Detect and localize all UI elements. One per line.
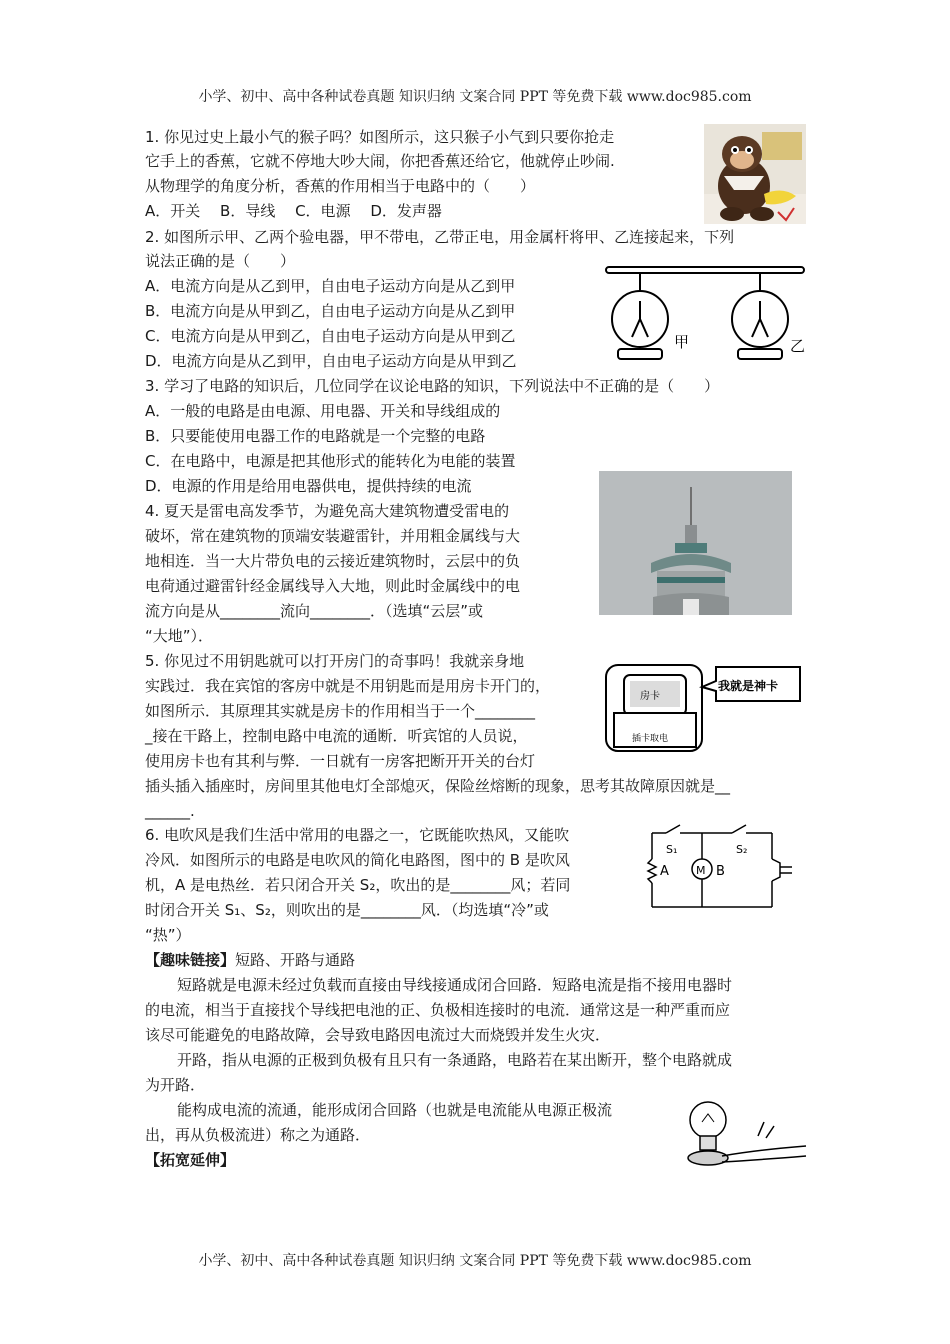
electroscope-left (612, 273, 668, 359)
q2-option-b: B．电流方向是从甲到乙，自由电子运动方向是从乙到甲 (145, 302, 516, 320)
q2-option-c: C．电流方向是从甲到乙，自由电子运动方向是从甲到乙 (145, 327, 516, 345)
q3-option-c: C．在电路中，电源是把其他形式的能转化为电能的装置 (145, 452, 516, 470)
q2-option-d: D．电流方向是从乙到甲，自由电子运动方向是从甲到乙 (145, 352, 517, 370)
q3-option-d: D．电源的作用是给用电器供电，提供持续的电流 (145, 477, 472, 495)
bulb-figure (686, 1096, 810, 1172)
q3-line-1: 3. 学习了电路的知识后，几位同学在议论电路的知识，下列说法中不正确的是（ ） (145, 377, 720, 395)
fun-link-heading (145, 950, 355, 970)
q1-line-3: 从物理学的角度分析，香蕉的作用相当于电路中的（ ） (145, 177, 536, 195)
short-circuit-line-1: 短路就是电源未经过负载而直接由导线接通成闭合回路．短路电流是指不接用电器时 (177, 976, 733, 994)
label-b: B (716, 864, 725, 879)
q4-line-6: “大地”）． (145, 627, 214, 645)
q2-option-a: A．电流方向是从乙到甲，自由电子运动方向是从乙到甲 (145, 277, 516, 295)
q2-line-2: 说法正确的是（ ） (145, 252, 296, 270)
card-label: 房卡 (640, 691, 660, 702)
fun-link-title: 短路、开路与通路 (235, 951, 356, 969)
q4-line-1: 4. 夏天是雷电高发季节，为避免高大建筑物遭受雷电的 (145, 502, 510, 520)
label-s1: S₁ (666, 843, 678, 856)
label-s2: S₂ (736, 843, 748, 856)
q4-line-5: 流方向是从________流向________．（选填“云层”或 (145, 602, 484, 620)
electroscope-figure (604, 259, 808, 367)
q5-line-1: 5. 你见过不用钥匙就可以打开房门的奇事吗！我就亲身地 (145, 652, 525, 670)
room-card-figure (604, 661, 804, 756)
label-motor: M (696, 864, 706, 877)
q6-line-5: “热”） (145, 926, 191, 944)
q6-line-2: 冷风．如图所示的电路是电吹风的简化电路图，图中的 B 是吹风 (145, 851, 570, 869)
label-jia: 甲 (674, 333, 690, 351)
q1-line-2: 它手上的香蕉，它就不停地大吵大闹，你把香蕉还给它，他就停止吵闹. (145, 152, 615, 170)
q6-line-4: 时闭合开关 S₁、S₂，则吹出的是________风．（均选填“冷”或 (145, 901, 549, 919)
q3-option-a: A．一般的电路是由电源、用电器、开关和导线组成的 (145, 402, 501, 420)
closed-circuit-line-1: 能构成电流的流通，能形成闭合回路（也就是电流能从电源正极流 (177, 1101, 613, 1119)
q4-line-2: 破坏，常在建筑物的顶端安装避雷针，并用粗金属线与大 (145, 527, 521, 545)
q2-line-1: 2. 如图所示甲、乙两个验电器，甲不带电，乙带正电，用金属杆将甲、乙连接起来，下列 (145, 228, 735, 246)
open-circuit-line-1: 开路，指从电源的正极到负极有且只有一条通路，电路若在某出断开，整个电路就成 (177, 1051, 733, 1069)
speech-bubble-text: 我就是神卡 (718, 679, 779, 693)
electroscope-right (732, 273, 788, 359)
q6-line-3: 机，A 是电热丝．若只闭合开关 S₂，吹出的是________风；若同 (145, 876, 571, 894)
label-a: A (660, 864, 669, 879)
q3-option-b: B．只要能使用电器工作的电路就是一个完整的电路 (145, 427, 486, 445)
closed-circuit-line-2: 出，再从负极流进）称之为通路． (145, 1126, 371, 1144)
open-circuit-line-2: 为开路． (145, 1076, 206, 1094)
q5-line-6: 插头插入插座时，房间里其他电灯全部熄灭，保险丝熔断的现象，思考其故障原因就是__ (145, 777, 731, 795)
extend-heading: 【拓宽延伸】 (145, 1151, 236, 1169)
q6-line-1: 6. 电吹风是我们生活中常用的电器之一，它既能吹热风，又能吹 (145, 826, 570, 844)
q5-line-7: ______. (145, 802, 195, 820)
hair-dryer-circuit (646, 823, 802, 913)
q4-line-4: 电荷通过避雷针经金属线导入大地，则此时金属线中的电 (145, 577, 521, 595)
page-footer: 小学、初中、高中各种试卷真题 知识归纳 文案合同 PPT 等免费下载 www.doc985.com (198, 1253, 752, 1269)
q1-options: A．开关 B．导线 C．电源 D．发声器 (145, 202, 442, 220)
tower-photo (599, 471, 792, 615)
short-circuit-line-2: 的电流，相当于直接找个导线把电池的正、负极相连接时的电流．通常这是一种严重而应 (145, 1001, 731, 1019)
q4-line-3: 地相连．当一大片带负电的云接近建筑物时，云层中的负 (145, 552, 521, 570)
fun-link-tag: 【趣味链接】 (145, 951, 236, 969)
q5-line-2: 实践过．我在宾馆的客房中就是不用钥匙而是用房卡开门的， (145, 677, 551, 695)
q5-line-3: 如图所示．其原理其实就是房卡的作用相当于一个________ (145, 702, 536, 720)
q5-line-4: _接在干路上，控制电路中电流的通断．听宾馆的人员说， (145, 727, 528, 745)
page-header: 小学、初中、高中各种试卷真题 知识归纳 文案合同 PPT 等免费下载 www.doc985.com (198, 89, 752, 105)
short-circuit-line-3: 该尽可能避免的电路故障，会导致电路因电流过大而烧毁并发生火灾． (145, 1026, 611, 1044)
q1-line-1: 1. 你见过史上最小气的猴子吗？如图所示，这只猴子小气到只要你抢走 (145, 128, 615, 146)
q5-line-5: 使用房卡也有其利与弊．一日就有一房客把断开开关的台灯 (145, 752, 536, 770)
monkey-figure (704, 124, 806, 224)
label-yi: 乙 (790, 337, 806, 355)
card-holder-label: 插卡取电 (632, 734, 669, 744)
